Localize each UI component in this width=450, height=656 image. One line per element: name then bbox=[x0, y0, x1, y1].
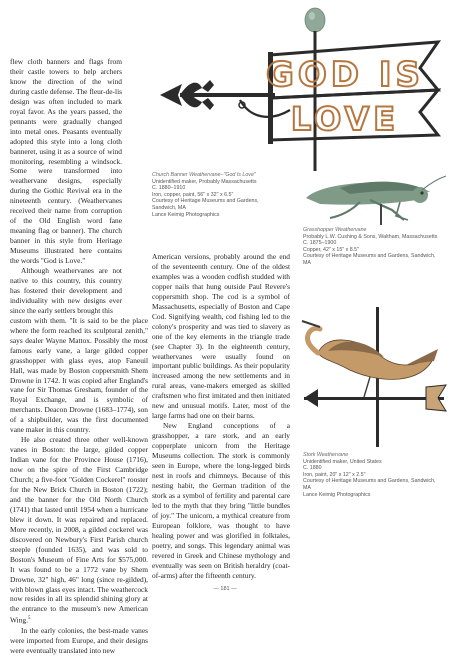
body-paragraph: flew cloth banners and flags from their castle towers to help archers know the direction of the wind during castle defense. The fleur-de-lis design was often included to mark royal favor. As the years passed, the pennants were gradually changed into metal ones. Peasants eventually adopted this style into a long cloth banneret, using it as a source of wind monitoring, resembling a windsock. Some were transformed into weathervane designs, especially during the Gothic Revival era in the nineteenth century. (Weathervanes received their name from corruption of the Old English word fane meaning flag or banner). The church banner in this style from Heritage Museums illustrated here contains the words "God is Love." bbox=[10, 57, 122, 266]
banner-word-line2: LOVE bbox=[290, 100, 400, 138]
body-column-2 bbox=[152, 252, 290, 580]
body-paragraph: American versions, probably around the end of the seventeenth century. One of the oldest examples was a wooden codfish studded with copper nails that hung outside Paul Revere's coppersmith shop. The cod is a symbol of Massachusetts, especially of Boston and Cape Cod. Signifying wealth, cod fishing led to the colony's prosperity and was tied to slavery as one of the key elements in the triangle trade (see Chapter 3). In the eighteenth century, weathervanes were usually found on important public buildings. As their popularity increased among the new settlements and in rural areas, vane-makers emerged as skilled craftsmen who first imitated and then initiated new and unusual motifs. Later, most of the large farms had one on their barns. bbox=[152, 252, 290, 421]
footnote-marker: 5 bbox=[27, 616, 31, 622]
body-paragraph: New England conceptions of a grasshopper, a rare stork, and an early copperplate unicorn from the Heritage Museums collection. The stork is commonly seen in Europe, where the long-legged birds nest in roofs and chimneys. Because of this nesting habit, the German tradition of the stork as a symbol of fertility and parental care led to the myth that they bring "little bundles of joy." The unicorn, a mythical creature from European folklore, was thought to have healing power and was glorified in folktales, poetry, and songs. This legendary animal was revered in Greek and Chinese mythology and eventually was seen on British heraldry (coat-of-arms) after the fifteenth century. bbox=[152, 421, 290, 580]
caption-line: Lance Keimig Photographics bbox=[303, 491, 371, 498]
caption-title: Church Banner Weathervane–"God Is Love" bbox=[152, 172, 256, 178]
stork-weathervane-image bbox=[298, 305, 450, 450]
body-paragraph bbox=[10, 435, 148, 626]
body-column-1 bbox=[10, 57, 148, 656]
caption-line: C. 1880 bbox=[303, 465, 322, 472]
caption-line: Probably L.W. Cushing & Sons, Waltham, Massachusetts bbox=[303, 233, 438, 240]
caption-line: Iron, copper, paint, 56" x 32" x 6.5" bbox=[152, 191, 234, 198]
caption-line: C. 1875–1900 bbox=[303, 240, 337, 247]
caption-line: Iron, paint, 20" x 12" x 2.5" bbox=[303, 471, 366, 478]
page-number: — 181 — bbox=[213, 586, 237, 592]
caption-line: Unidentified maker, Probably Massachusetts bbox=[152, 178, 257, 185]
caption-line: Courtesy of Heritage Museums and Gardens, Sandwich, MA bbox=[152, 198, 259, 211]
caption-title: Grasshopper Weathervane bbox=[303, 227, 367, 233]
caption-line: Unidentified maker, United States bbox=[303, 458, 382, 465]
caption-grasshopper bbox=[303, 227, 443, 267]
church-banner-weathervane-image bbox=[150, 0, 450, 170]
caption-church-banner bbox=[152, 172, 272, 218]
body-paragraph: In the early colonies, the best-made vanes were imported from Europe, and their designs were eventually translated into new bbox=[10, 625, 148, 655]
grasshopper-weathervane-image bbox=[300, 170, 450, 225]
body-paragraph: custom with them. "It is said to be the place where the form reached its sculptural zenith," says dealer Wayne Mattox. Possibly the most famous early vane, a large gilded copper grasshopper with glass eyes, atop Faneuil Hall, was made by Boston coppersmith Shem Drowne in 1742. It was copied after England's vane for Sir Thomas Gresham, founder of the Royal Exchange, and is symbolic of merchants. Deacon Drowne (1683–1774), son of a shipbuilder, was the first documented vane maker in this country. bbox=[10, 315, 148, 435]
caption-line: Copper, 42" x 15" x 8.5" bbox=[303, 246, 359, 253]
body-paragraph: Although weathervanes are not native to this country, this country has fostered their development and individuality with new designs ever since the early settlers brought this bbox=[10, 266, 122, 315]
caption-line: Lance Keimig Photographics bbox=[152, 211, 220, 218]
caption-title: Stork Weathervane bbox=[303, 452, 349, 458]
body-text: He also created three other well-known vanes in Boston: the large, gilded copper Indian vane for the Province House (1716), now on the spire of the First Cambridge Church; a five-foot "Golden Cockerel" rooster for the New Brick Church in Boston (1722); and the banner for the Old North Church (1741) that lasted until 1954 when a hurricane blew it down. It was repaired and replaced. More recently, in 2008, a gilded cockerel was discovered on Newbury's First Parish church steeple (founded 1635), and was sold to Boston's Museum of Fine Arts for $575,000. It was found to be a 1772 vane by Shem Drowne, 32" high, 46" long (since re-gilded), with blown glass eyes intact. The weathercock now resides in all its splendid shining glory at the entrance to the museum's new American Wing. bbox=[10, 435, 148, 625]
caption-line: Courtesy of Heritage Museums and Gardens, Sandwich, MA bbox=[303, 253, 436, 266]
banner-word-line1: GOD IS bbox=[265, 55, 425, 95]
caption-stork bbox=[303, 452, 443, 498]
caption-line: Courtesy of Heritage Museums and Gardens, Sandwich, MA bbox=[303, 478, 436, 491]
caption-line: C. 1880–1910 bbox=[152, 185, 186, 192]
